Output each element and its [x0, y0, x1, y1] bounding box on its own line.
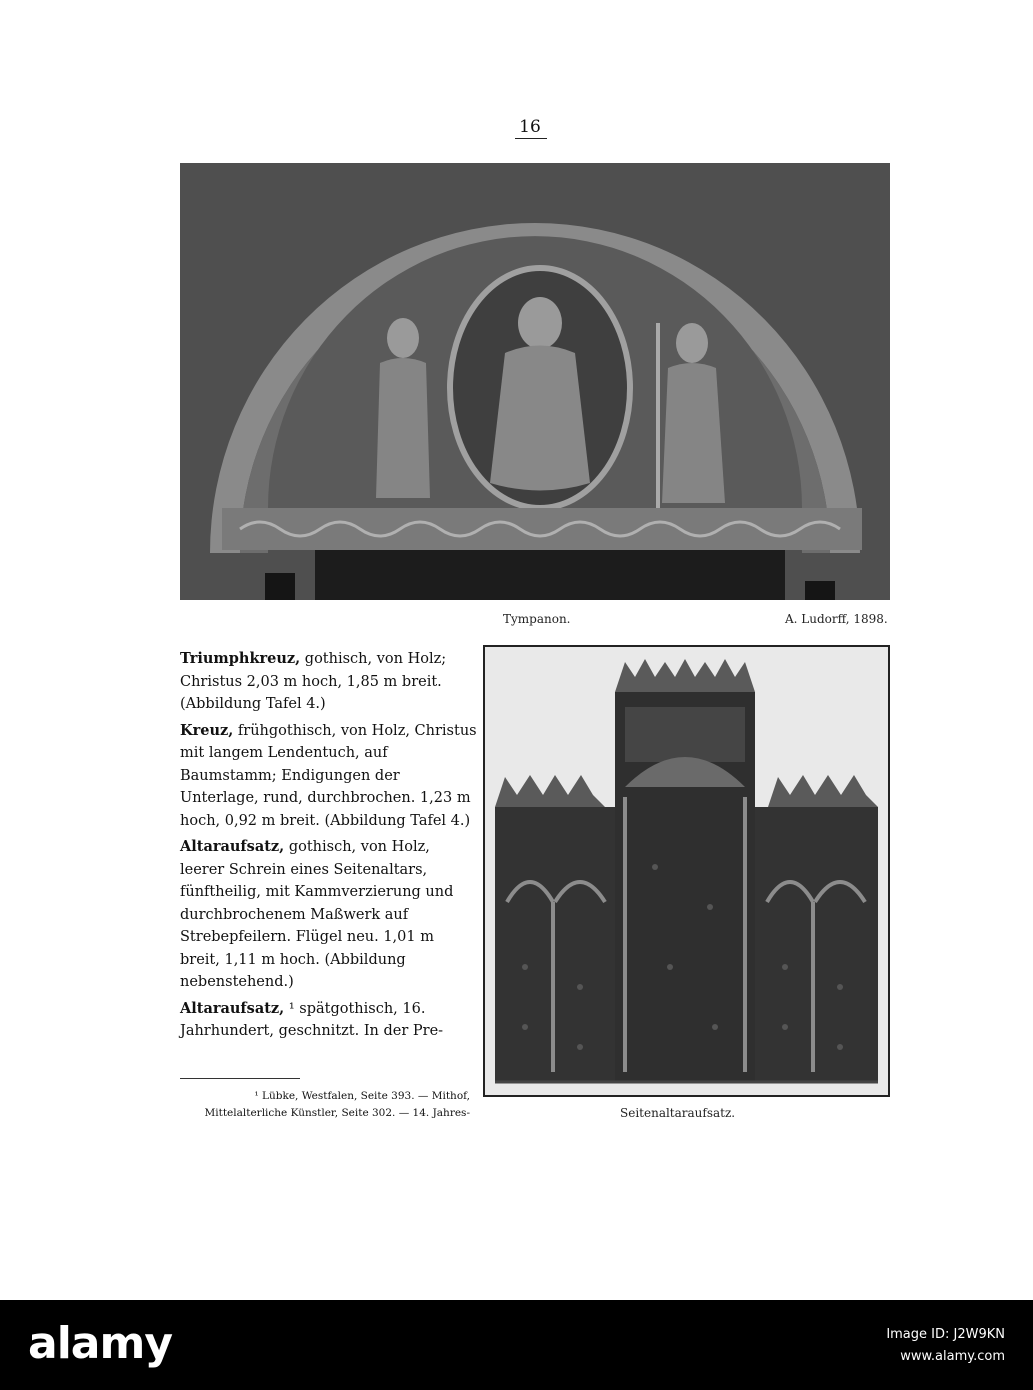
entry-kreuz — [180, 720, 478, 833]
stock-image-id: Image ID: J2W9KN — [886, 1327, 1005, 1342]
altar-caption: Seitenaltaraufsatz. — [620, 1106, 736, 1120]
stock-id-block — [886, 1324, 1005, 1368]
tympanon-credit: A. Ludorff, 1898. — [785, 612, 888, 626]
altar-shrine-image — [485, 647, 888, 1095]
tympanon-caption: Tympanon. — [503, 612, 571, 626]
entry-text: frühgothisch, von Holz, Christus mit langem Lendentuch, auf Baumstamm; Endigungen der Unterlage, rund, durchbrochen. 1,23 m hoch, 0,92 m breit. (Abbildung Tafel 4.) — [180, 722, 477, 829]
body-text — [180, 648, 478, 1047]
footnote: ¹ Lübke, Westfalen, Seite 393. — Mithof, Mittelalterliche Künstler, Seite 302. — 14. Jahres- — [204, 1090, 470, 1119]
entry-text: gothisch, von Holz; Christus 2,03 m hoch, 1,85 m breit. (Abbildung Tafel 4.) — [180, 651, 447, 712]
entry-triumphkreuz — [180, 648, 478, 716]
entry-head: Altaraufsatz, — [180, 838, 285, 855]
stock-logo: alamy — [28, 1318, 172, 1369]
footnote-rule — [180, 1078, 300, 1079]
page-number-rule — [515, 138, 547, 139]
entry-text: ¹ spätgothisch, 16. Jahrhundert, geschnitzt. In der Pre- — [180, 1000, 444, 1039]
entry-altaraufsatz-1 — [180, 836, 478, 994]
stock-url: www.alamy.com — [900, 1349, 1005, 1364]
entry-text: gothisch, von Holz, leerer Schrein eines Seitenaltars, fünftheilig, mit Kammverzierung und durchbrochenem Maßwerk auf Strebepfeilern. Flügel neu. 1,01 m breit, 1,11 m hoch. (Abbildung nebenstehend.) — [180, 839, 454, 990]
entry-altaraufsatz-2 — [180, 998, 478, 1043]
entry-head: Kreuz, — [180, 721, 234, 739]
tympanon-relief-image — [180, 163, 890, 600]
entry-head: Triumphkreuz, — [180, 650, 301, 667]
tympanon-photo — [180, 163, 890, 600]
entry-head: Altaraufsatz, — [180, 999, 285, 1017]
altar-photo — [483, 645, 890, 1097]
page-number: 16 — [519, 117, 541, 137]
